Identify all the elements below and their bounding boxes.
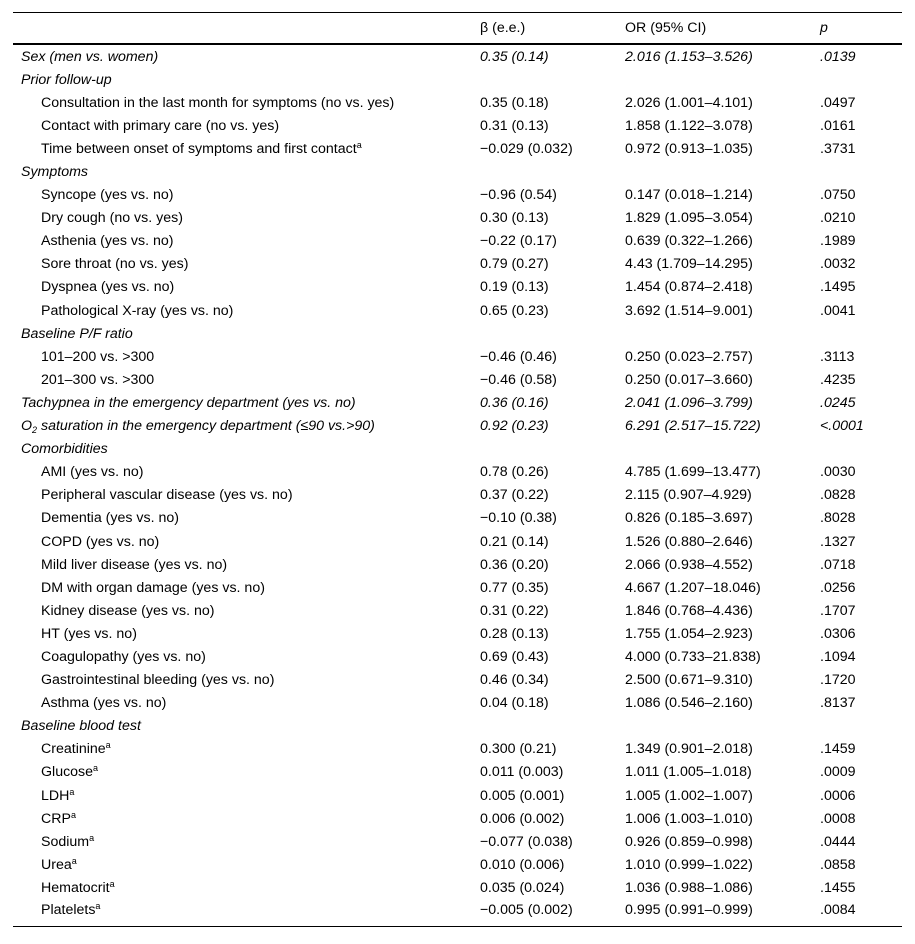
row-label	[13, 669, 480, 692]
row-label	[13, 114, 480, 137]
or-cell	[625, 715, 820, 738]
row-label-text: Time between onset of symptoms and first contact	[41, 140, 357, 157]
p-cell: .0828	[820, 487, 856, 504]
table-row	[13, 137, 902, 160]
table-row	[13, 807, 902, 830]
beta-cell: 0.35 (0.18)	[480, 94, 549, 111]
p-cell: .3113	[820, 348, 855, 365]
header-beta: β (e.e.)	[480, 13, 625, 45]
row-label	[13, 322, 480, 345]
or-cell: 2.026 (1.001–4.101)	[625, 94, 753, 111]
beta-cell	[480, 322, 625, 345]
or-cell	[625, 322, 820, 345]
beta-cell: −0.96 (0.54)	[480, 187, 557, 204]
row-label	[13, 68, 480, 91]
row-label-text: Baseline blood test	[21, 718, 141, 735]
p-cell: .0139	[820, 48, 856, 65]
table-row	[13, 830, 902, 853]
row-label-text: Kidney disease (yes vs. no)	[41, 602, 215, 619]
beta-cell: 0.35 (0.14)	[480, 48, 549, 65]
table-row	[13, 761, 902, 784]
row-label-text: Symptoms	[21, 164, 89, 181]
beta-cell: 0.79 (0.27)	[480, 256, 549, 273]
row-label-text: Dyspnea (yes vs. no)	[41, 279, 175, 296]
row-label	[13, 761, 480, 784]
row-label-text: O	[21, 418, 33, 435]
row-label	[13, 784, 480, 807]
or-cell: 6.291 (2.517–15.722)	[625, 418, 761, 435]
or-cell: 1.454 (0.874–2.418)	[625, 279, 753, 296]
beta-cell: −0.46 (0.46)	[480, 348, 557, 365]
row-label-text: CRP	[41, 810, 71, 827]
table-row	[13, 669, 902, 692]
table-row	[13, 507, 902, 530]
beta-cell: 0.035 (0.024)	[480, 879, 565, 896]
row-label	[13, 160, 480, 183]
table-row	[13, 530, 902, 553]
header-p: p	[820, 13, 902, 45]
row-label-text: Tachypnea in the emergency department (yes vs. no)	[21, 394, 356, 411]
beta-cell: 0.28 (0.13)	[480, 625, 549, 642]
row-label	[13, 438, 480, 461]
p-cell: .1327	[820, 533, 856, 550]
p-cell: .1455	[820, 879, 856, 896]
p-cell: .0750	[820, 187, 856, 204]
p-cell	[820, 160, 902, 183]
row-label-text: Creatinine	[41, 741, 106, 758]
footnote-marker: a	[71, 855, 77, 866]
row-label-text: Coagulopathy (yes vs. no)	[41, 648, 206, 665]
or-cell: 0.250 (0.023–2.757)	[625, 348, 753, 365]
or-cell: 0.147 (0.018–1.214)	[625, 187, 753, 204]
p-cell: .0006	[820, 787, 856, 804]
p-cell: .1495	[820, 279, 856, 296]
table-row	[13, 853, 902, 876]
table-row	[13, 899, 902, 927]
row-label	[13, 715, 480, 738]
row-label	[13, 484, 480, 507]
or-cell: 1.858 (1.122–3.078)	[625, 117, 753, 134]
row-label-text: Sore throat (no vs. yes)	[41, 256, 189, 273]
row-label	[13, 91, 480, 114]
row-label-text: Syncope (yes vs. no)	[41, 187, 174, 204]
row-label	[13, 253, 480, 276]
header-label	[13, 13, 480, 45]
row-label-text: Mild liver disease (yes vs. no)	[41, 556, 228, 573]
or-cell: 4.43 (1.709–14.295)	[625, 256, 753, 273]
section-row	[13, 438, 902, 461]
or-cell: 0.639 (0.322–1.266)	[625, 233, 753, 250]
p-cell: .3731	[820, 140, 856, 157]
section-row	[13, 715, 902, 738]
beta-cell: 0.78 (0.26)	[480, 464, 549, 481]
row-label	[13, 415, 480, 438]
row-label	[13, 530, 480, 553]
table-row	[13, 345, 902, 368]
p-cell: .0161	[820, 117, 856, 134]
row-label-text: Hematocrit	[41, 879, 110, 896]
row-label-text: Prior follow-up	[21, 71, 112, 88]
row-label-text: Gastrointestinal bleeding (yes vs. no)	[41, 672, 275, 689]
p-cell: <.0001	[820, 418, 864, 435]
row-label-text: Dry cough (no vs. yes)	[41, 210, 183, 227]
table-row	[13, 253, 902, 276]
p-cell: .1989	[820, 233, 856, 250]
table-row	[13, 368, 902, 391]
footnote-marker: a	[95, 901, 101, 912]
or-cell: 1.006 (1.003–1.010)	[625, 810, 753, 827]
beta-cell: −0.46 (0.58)	[480, 371, 557, 388]
row-label-text: Asthenia (yes vs. no)	[41, 233, 174, 250]
or-cell: 0.972 (0.913–1.035)	[625, 140, 753, 157]
table-row	[13, 738, 902, 761]
beta-cell: 0.31 (0.22)	[480, 602, 549, 619]
p-cell: .0030	[820, 464, 856, 481]
table-row	[13, 114, 902, 137]
table-row	[13, 576, 902, 599]
table-row	[13, 484, 902, 507]
footnote-marker: a	[356, 139, 362, 150]
table-row	[13, 876, 902, 899]
row-label-text: COPD (yes vs. no)	[41, 533, 160, 550]
beta-cell: 0.006 (0.002)	[480, 810, 565, 827]
row-label	[13, 345, 480, 368]
p-cell: .1094	[820, 648, 856, 665]
footnote-marker: a	[69, 786, 75, 797]
row-label-text: 101–200 vs. >300	[41, 348, 155, 365]
or-cell: 2.500 (0.671–9.310)	[625, 672, 753, 689]
row-label-text: Sodium	[41, 833, 90, 850]
or-cell: 4.667 (1.207–18.046)	[625, 579, 761, 596]
p-cell: .0306	[820, 625, 856, 642]
footnote-marker: a	[93, 763, 99, 774]
or-cell: 1.086 (0.546–2.160)	[625, 695, 753, 712]
header-or: OR (95% CI)	[625, 13, 820, 45]
or-cell: 2.115 (0.907–4.929)	[625, 487, 752, 504]
row-label	[13, 899, 480, 927]
or-cell: 1.010 (0.999–1.022)	[625, 856, 753, 873]
row-label-text: Comorbidities	[21, 441, 108, 458]
section-row	[13, 160, 902, 183]
table-row	[13, 553, 902, 576]
row-label-text: HT (yes vs. no)	[41, 625, 137, 642]
row-label	[13, 207, 480, 230]
row-label	[13, 807, 480, 830]
or-cell: 4.000 (0.733–21.838)	[625, 648, 761, 665]
section-row	[13, 44, 902, 68]
beta-cell: 0.37 (0.22)	[480, 487, 549, 504]
results-table	[13, 12, 902, 927]
or-cell: 1.005 (1.002–1.007)	[625, 787, 753, 804]
p-cell: .1459	[820, 741, 856, 758]
p-cell: .0009	[820, 764, 856, 781]
row-label-text: Glucose	[41, 764, 94, 781]
or-cell: 3.692 (1.514–9.001)	[625, 302, 753, 319]
p-cell: .0718	[820, 556, 856, 573]
row-label-text: Sex (men vs. women)	[21, 48, 159, 65]
beta-cell: 0.65 (0.23)	[480, 302, 549, 319]
beta-cell: −0.22 (0.17)	[480, 233, 557, 250]
or-cell: 1.349 (0.901–2.018)	[625, 741, 753, 758]
row-label	[13, 368, 480, 391]
p-cell: .1720	[820, 672, 856, 689]
p-cell: .0444	[820, 833, 856, 850]
or-cell: 1.755 (1.054–2.923)	[625, 625, 753, 642]
p-cell	[820, 438, 902, 461]
beta-cell: −0.005 (0.002)	[480, 899, 625, 927]
p-cell: .0008	[820, 810, 856, 827]
beta-cell: 0.46 (0.34)	[480, 672, 549, 689]
row-label-text: Contact with primary care (no vs. yes)	[41, 117, 280, 134]
beta-cell: 0.36 (0.20)	[480, 556, 549, 573]
beta-cell: 0.005 (0.001)	[480, 787, 565, 804]
beta-cell: 0.69 (0.43)	[480, 648, 549, 665]
or-cell: 0.995 (0.991–0.999)	[625, 899, 820, 927]
or-cell: 2.041 (1.096–3.799)	[625, 394, 753, 411]
row-label	[13, 876, 480, 899]
row-label-subscript: 2	[32, 425, 38, 436]
p-cell	[820, 68, 902, 91]
row-label	[13, 137, 480, 160]
row-label	[13, 692, 480, 715]
or-cell: 1.011 (1.005–1.018)	[625, 764, 752, 781]
header-row	[13, 13, 902, 45]
p-cell: .0084	[820, 899, 902, 927]
beta-cell: 0.31 (0.13)	[480, 117, 549, 134]
p-cell: .8137	[820, 695, 856, 712]
row-label	[13, 553, 480, 576]
table-row	[13, 645, 902, 668]
p-cell: .8028	[820, 510, 856, 527]
beta-cell: 0.19 (0.13)	[480, 279, 549, 296]
table-row	[13, 692, 902, 715]
row-label-text: LDH	[41, 787, 70, 804]
p-cell: .0041	[820, 302, 856, 319]
row-label-text: AMI (yes vs. no)	[41, 464, 144, 481]
table-row	[13, 276, 902, 299]
or-cell: 0.250 (0.017–3.660)	[625, 371, 753, 388]
beta-cell	[480, 438, 625, 461]
row-label-text: Peripheral vascular disease (yes vs. no)	[41, 487, 293, 504]
section-row	[13, 68, 902, 91]
beta-cell	[480, 160, 625, 183]
beta-cell: 0.21 (0.14)	[480, 533, 549, 550]
table-row	[13, 207, 902, 230]
beta-cell: −0.10 (0.38)	[480, 510, 557, 527]
table-row	[13, 599, 902, 622]
p-cell: .0245	[820, 394, 856, 411]
row-label	[13, 276, 480, 299]
or-cell: 2.066 (0.938–4.552)	[625, 556, 753, 573]
row-label	[13, 738, 480, 761]
footnote-marker: a	[109, 878, 115, 889]
p-cell: .1707	[820, 602, 856, 619]
footnote-marker: a	[105, 740, 111, 751]
p-cell: .0210	[820, 210, 856, 227]
row-label-text: Dementia (yes vs. no)	[41, 510, 179, 527]
row-label	[13, 230, 480, 253]
beta-cell	[480, 715, 625, 738]
beta-cell: 0.77 (0.35)	[480, 579, 549, 596]
section-row	[13, 322, 902, 345]
or-cell	[625, 160, 820, 183]
beta-cell: 0.010 (0.006)	[480, 856, 565, 873]
beta-cell: 0.300 (0.21)	[480, 741, 557, 758]
or-cell	[625, 68, 820, 91]
table-row	[13, 299, 902, 322]
table-row	[13, 622, 902, 645]
row-label	[13, 507, 480, 530]
row-label	[13, 622, 480, 645]
p-cell: .4235	[820, 371, 856, 388]
table-row	[13, 230, 902, 253]
or-cell: 1.526 (0.880–2.646)	[625, 533, 753, 550]
or-cell	[625, 438, 820, 461]
p-cell: .0032	[820, 256, 856, 273]
beta-cell: −0.077 (0.038)	[480, 833, 573, 850]
table-row	[13, 91, 902, 114]
or-cell: 0.926 (0.859–0.998)	[625, 833, 753, 850]
table-body	[13, 44, 902, 927]
table-row	[13, 784, 902, 807]
row-label-text: Platelets	[41, 902, 96, 919]
or-cell: 4.785 (1.699–13.477)	[625, 464, 761, 481]
row-label-text: Pathological X-ray (yes vs. no)	[41, 302, 234, 319]
row-label	[13, 599, 480, 622]
beta-cell	[480, 68, 625, 91]
table-row	[13, 461, 902, 484]
section-row	[13, 415, 902, 438]
row-label	[13, 645, 480, 668]
row-label	[13, 853, 480, 876]
or-cell: 1.829 (1.095–3.054)	[625, 210, 753, 227]
p-cell	[820, 322, 902, 345]
row-label	[13, 184, 480, 207]
p-cell	[820, 715, 902, 738]
row-label	[13, 830, 480, 853]
beta-cell: 0.30 (0.13)	[480, 210, 549, 227]
p-cell: .0256	[820, 579, 856, 596]
row-label-text: Baseline P/F ratio	[21, 325, 133, 342]
beta-cell: 0.04 (0.18)	[480, 695, 549, 712]
p-cell: .0858	[820, 856, 856, 873]
beta-cell: −0.029 (0.032)	[480, 140, 573, 157]
row-label	[13, 576, 480, 599]
row-label-text: DM with organ damage (yes vs. no)	[41, 579, 265, 596]
beta-cell: 0.011 (0.003)	[480, 764, 564, 781]
or-cell: 0.826 (0.185–3.697)	[625, 510, 753, 527]
p-cell: .0497	[820, 94, 856, 111]
row-label	[13, 299, 480, 322]
table-row	[13, 184, 902, 207]
footnote-marker: a	[70, 809, 76, 820]
row-label-text: Asthma (yes vs. no)	[41, 695, 167, 712]
row-label-rest: saturation in the emergency department (≤90 vs.>90)	[37, 418, 375, 435]
row-label	[13, 461, 480, 484]
or-cell: 1.846 (0.768–4.436)	[625, 602, 753, 619]
row-label	[13, 44, 480, 68]
footnote-marker: a	[89, 832, 95, 843]
row-label-text: 201–300 vs. >300	[41, 371, 155, 388]
row-label-text: Urea	[41, 856, 72, 873]
or-cell: 2.016 (1.153–3.526)	[625, 48, 753, 65]
or-cell: 1.036 (0.988–1.086)	[625, 879, 753, 896]
beta-cell: 0.36 (0.16)	[480, 394, 549, 411]
row-label	[13, 391, 480, 414]
section-row	[13, 391, 902, 414]
row-label-text: Consultation in the last month for symptoms (no vs. yes)	[41, 94, 395, 111]
beta-cell: 0.92 (0.23)	[480, 418, 549, 435]
